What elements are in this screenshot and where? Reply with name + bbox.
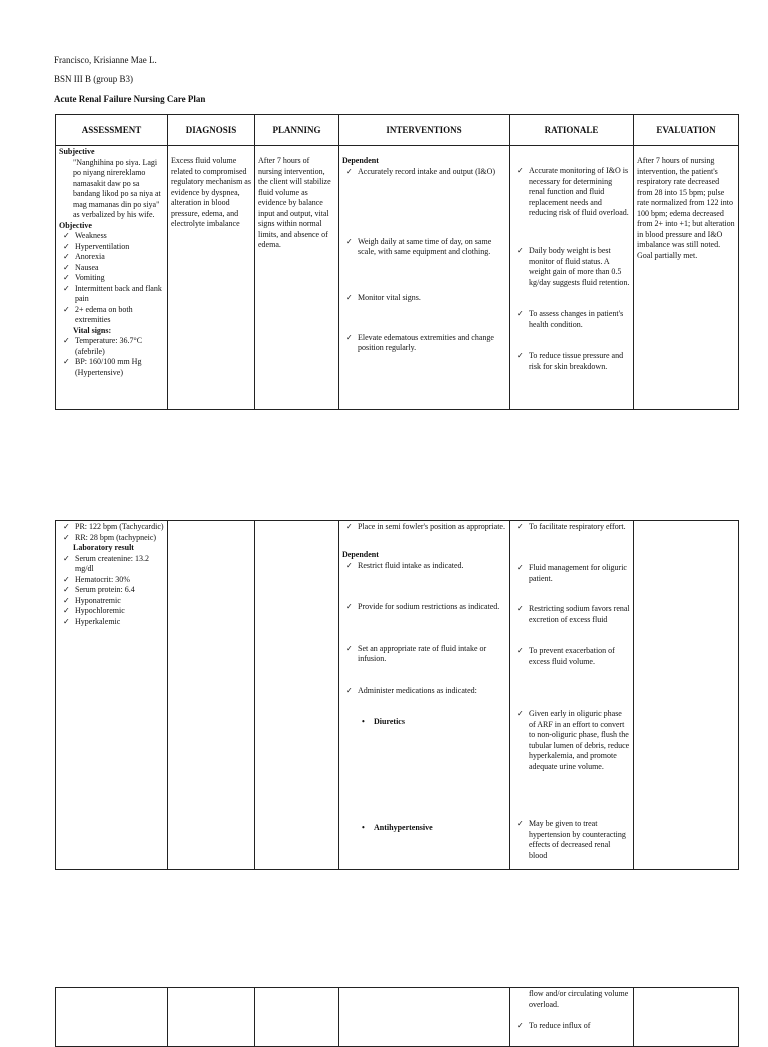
list-item: • Antihypertensive [342,823,506,834]
care-plan-table-page1 [55,114,739,410]
vital-signs-label: Vital signs: [73,325,112,335]
list-item: ✓ Provide for sodium restrictions as indicated. [342,602,506,644]
diagnosis-cell [168,146,255,410]
list-item: ✓ To prevent exacerbation of excess fluid volume. [513,646,630,709]
list-item: ✓ Temperature: 36.7°C (afebrile) [59,336,164,357]
list-item: ✓ Intermittent back and flank pain [59,284,164,305]
interventions-list [342,561,506,717]
col-evaluation: EVALUATION [634,115,739,146]
student-name: Francisco, Krisianne Mae L. [54,55,157,65]
laboratory-label: Laboratory result [73,543,134,552]
dependent-label: Dependent [342,156,379,165]
list-item: ✓ To assess changes in patient's health condition. [513,309,630,351]
medication-list [342,717,506,834]
evaluation-cell [634,146,739,410]
col-rationale: RATIONALE [510,115,634,146]
list-item: ✓ Place in semi fowler's position as appropriate. [342,522,506,550]
col-planning: PLANNING [255,115,339,146]
list-item: ✓ Weakness [59,231,164,242]
col-interventions: INTERVENTIONS [339,115,510,146]
col-assessment: ASSESSMENT [56,115,168,146]
list-item: ✓ Fluid management for oliguric patient. [513,563,630,604]
planning-cell [255,521,339,870]
subjective-label: Subjective [59,147,95,156]
evaluation-cell [634,988,739,1047]
list-item: ✓ Accurately record intake and output (I&O) [342,167,506,237]
list-item: ✓ Hyperventilation [59,242,164,253]
list-item: ✓ Given early in oliguric phase of ARF in an effort to convert to non-oliguric phase, flush the tubular lumen of debris, reduce hyperkalemia, and promote adequate urine volume. [513,709,630,819]
evaluation-text: After 7 hours of nursing intervention, the patient's respiratory rate decreased from 28 into 15 bpm; pulse rate normalized from 122 into 100 bpm; edema decreased from 2+ into +1; but alteration in blood pressure and I&O imbalance was still noted. Goal partially met. [637,156,735,260]
interventions-cell [339,521,510,870]
list-item: ✓ Restricting sodium favors renal excretion of excess fluid [513,604,630,646]
list-item: ✓ Hyponatremic [59,596,164,607]
diagnosis-cell [168,988,255,1047]
list-item: ✓ May be given to treat hypertension by counteracting effects of decreased renal blood [513,819,630,861]
rationale-cell [510,146,634,410]
dependent-label: Dependent [342,550,379,559]
list-item: ✓ Daily body weight is best monitor of fluid status. A weight gain of more than 0.5 kg/day suggests fluid retention. [513,246,630,309]
list-item: ✓ Accurate monitoring of I&O is necessary for determining renal function and fluid replacement needs and reducing risk of fluid overload. [513,166,630,246]
care-plan-table-page2 [55,520,739,870]
list-item: ✓ Monitor vital signs. [342,293,506,333]
rationale-cell [510,988,634,1047]
list-item: ✓ Set an appropriate rate of fluid intake or infusion. [342,644,506,686]
rationale-list [513,166,630,372]
interventions-list [342,167,506,354]
vital-signs-list [59,522,164,543]
list-item: ✓ To reduce influx of [513,1021,630,1032]
list-item: ✓ Vomiting [59,273,164,284]
list-item: ✓ Hematocrit: 30% [59,575,164,586]
list-item: ✓ Anorexia [59,252,164,263]
assessment-cell [56,521,168,870]
list-item: ✓ Nausea [59,263,164,274]
list-item: ✓ Weigh daily at same time of day, on same scale, with same equipment and clothing. [342,237,506,293]
interventions-cell [339,988,510,1047]
rationale-list [513,522,630,861]
objective-list [59,231,164,326]
list-item: ✓ To reduce tissue pressure and risk for skin breakdown. [513,351,630,372]
assessment-cell [56,146,168,410]
list-item: ✓ Serum createnine: 13.2 mg/dl [59,554,164,575]
list-item: ✓ Hyperkalemic [59,617,164,628]
list-item: • Diuretics [342,717,506,823]
laboratory-list [59,554,164,628]
list-item: ✓ RR: 28 bpm (tachypneic) [59,533,164,544]
diagnosis-cell [168,521,255,870]
assessment-cell [56,988,168,1047]
planning-text: After 7 hours of nursing intervention, the client will stabilize fluid volume as evidence by balance input and output, vital signs within normal limits, and absence of edema. [258,156,331,249]
evaluation-cell [634,521,739,870]
list-item: ✓ 2+ edema on both extremities [59,305,164,326]
list-item: ✓ To facilitate respiratory effort. [513,522,630,563]
list-item: ✓ BP: 160/100 mm Hg (Hypertensive) [59,357,164,378]
rationale-list [513,1021,630,1032]
diagnosis-text: Excess fluid volume related to compromised regulatory mechanism as evidence by dyspnea, alteration in blood pressure, edema, and electrolyte imbalance [171,156,251,228]
list-item: ✓ Administer medications as indicated: [342,686,506,717]
subjective-text: "Nanghihina po siya. Lagi po niyang nirereklamo namasakit daw po sa bandang likod po sa niya at mag mamanas din po siya" as verbalized by his wife. [73,157,161,219]
list-item: ✓ Restrict fluid intake as indicated. [342,561,506,602]
rationale-cell [510,521,634,870]
col-diagnosis: DIAGNOSIS [168,115,255,146]
list-item: ✓ Serum protein: 6.4 [59,585,164,596]
student-section: BSN III B (group B3) [54,74,133,84]
rationale-continued: flow and/or circulating volume overload. [529,989,629,1009]
list-item: ✓ Hypochloremic [59,606,164,617]
interventions-cell [339,146,510,410]
vital-signs-list [59,336,164,378]
document-title: Acute Renal Failure Nursing Care Plan [54,94,206,104]
list-item: ✓ PR: 122 bpm (Tachycardic) [59,522,164,533]
planning-cell [255,146,339,410]
objective-label: Objective [59,220,92,230]
planning-cell [255,988,339,1047]
care-plan-table-page3 [55,987,739,1047]
interventions-list [342,522,506,550]
list-item: ✓ Elevate edematous extremities and change position regularly. [342,333,506,354]
